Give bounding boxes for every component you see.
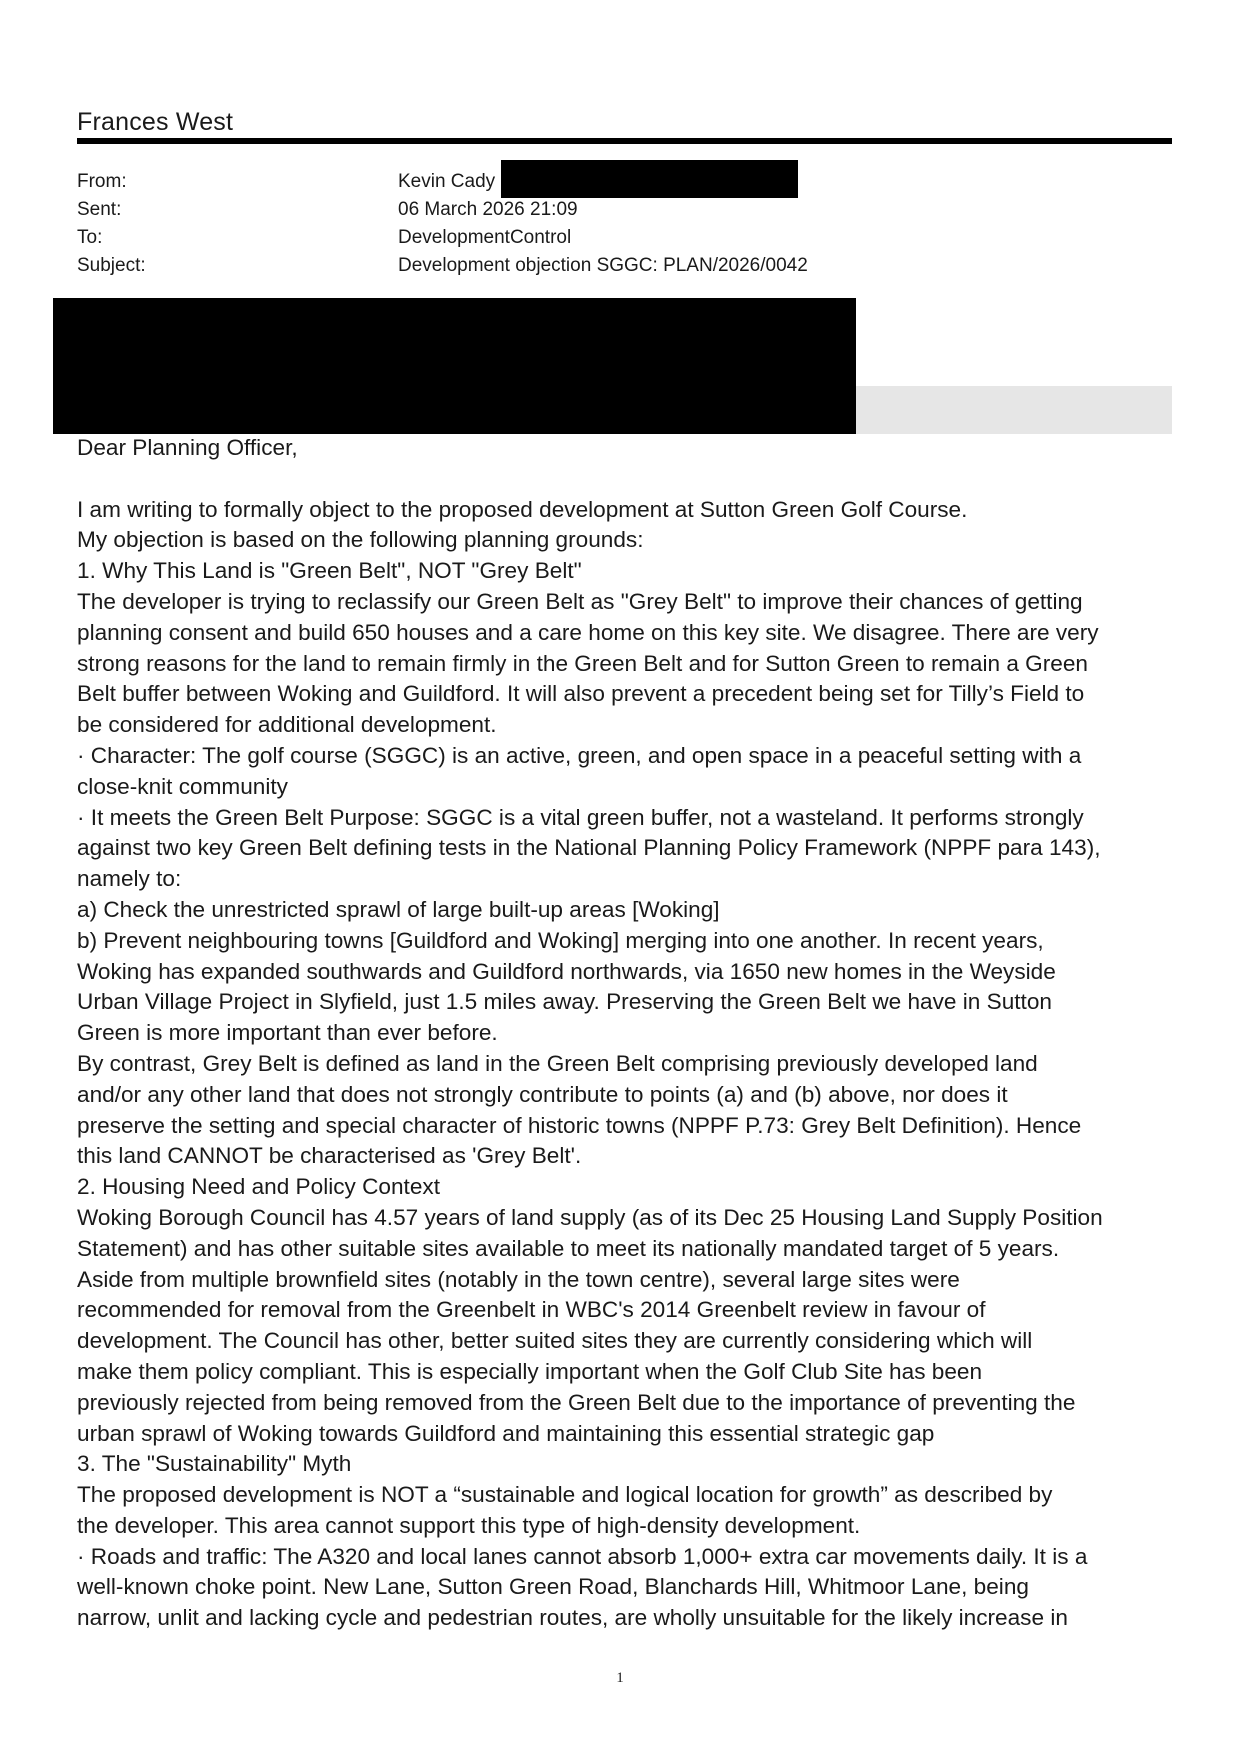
body-line-blank [77, 464, 1187, 495]
body-line: 1. Why This Land is "Green Belt", NOT "Grey Belt" [77, 558, 582, 584]
body-line: Woking has expanded southwards and Guildford northwards, via 1650 new homes in the Weyside [77, 958, 1056, 984]
from-value: Kevin Cady [398, 171, 496, 192]
body-line: and/or any other land that does not strongly contribute to points (a) and (b) above, nor does it [77, 1081, 1008, 1107]
sent-label: Sent: [77, 199, 122, 220]
body-line: By contrast, Grey Belt is defined as land in the Green Belt comprising previously developed land [77, 1050, 1038, 1076]
body-line: strong reasons for the land to remain firmly in the Green Belt and for Sutton Green to remain a Green [77, 650, 1088, 676]
body-line: development. The Council has other, better suited sites they are currently considering which will [77, 1328, 1033, 1354]
title-underline [77, 138, 1172, 144]
body-line: close-knit community [77, 773, 288, 799]
body-line: be considered for additional development. [77, 712, 497, 738]
body-line: · Character: The golf course (SGGC) is an active, green, and open space in a peaceful setting with a [77, 742, 1082, 768]
from-label: From: [77, 171, 127, 192]
body-line: the developer. This area cannot support this type of high-density development. [77, 1512, 861, 1538]
to-label: To: [77, 227, 103, 248]
body-line: 3. The "Sustainability" Myth [77, 1451, 352, 1477]
subject-value: Development objection SGGC: PLAN/2026/0042 [398, 255, 808, 276]
to-value: DevelopmentControl [398, 227, 572, 248]
body-line: a) Check the unrestricted sprawl of large built-up areas [Woking] [77, 896, 720, 922]
body-line: preserve the setting and special character of historic towns (NPPF P.73: Grey Belt Definition). Hence [77, 1112, 1082, 1138]
body-line: narrow, unlit and lacking cycle and pedestrian routes, are wholly unsuitable for the likely increase in [77, 1605, 1068, 1631]
body-line: · Roads and traffic: The A320 and local lanes cannot absorb 1,000+ extra car movements daily. It is a [77, 1543, 1088, 1569]
body-line: Belt buffer between Woking and Guildford. It will also prevent a precedent being set for Tilly’s Field to [77, 681, 1085, 707]
body-line: well-known choke point. New Lane, Sutton Green Road, Blanchards Hill, Whitmoor Lane, being [77, 1574, 1029, 1600]
body-line: · It meets the Green Belt Purpose: SGGC is a vital green buffer, not a wasteland. It performs strongly [77, 804, 1084, 830]
body-line: make them policy compliant. This is especially important when the Golf Club Site has been [77, 1358, 983, 1384]
body-line: My objection is based on the following planning grounds: [77, 527, 644, 553]
page-title: Frances West [77, 108, 234, 136]
body-line: Aside from multiple brownfield sites (notably in the town centre), several large sites were [77, 1266, 960, 1292]
body-line: I am writing to formally object to the proposed development at Sutton Green Golf Course. [77, 496, 968, 522]
redaction-email-address [501, 160, 798, 198]
body-line: against two key Green Belt defining tests in the National Planning Policy Framework (NPPF para 143), [77, 835, 1101, 861]
body-line: Urban Village Project in Slyfield, just 1.5 miles away. Preserving the Green Belt we have in Sutton [77, 989, 1052, 1015]
sent-value: 06 March 2026 21:09 [398, 199, 578, 220]
body-line: The developer is trying to reclassify our Green Belt as "Grey Belt" to improve their chances of getting [77, 588, 1083, 614]
body-line: Dear Planning Officer, [77, 435, 298, 460]
body-line: Green is more important than ever before. [77, 1020, 498, 1046]
body-line: urban sprawl of Woking towards Guildford and maintaining this essential strategic gap [77, 1420, 935, 1446]
letter-body [77, 433, 1187, 1634]
body-line: namely to: [77, 866, 182, 892]
body-line: Woking Borough Council has 4.57 years of land supply (as of its Dec 25 Housing Land Supply Position [77, 1204, 1103, 1230]
body-line: The proposed development is NOT a “sustainable and logical location for growth” as described by [77, 1482, 1053, 1508]
redaction-block [53, 298, 856, 434]
subject-label: Subject: [77, 255, 146, 276]
page-number: 1 [616, 1670, 624, 1686]
body-line: recommended for removal from the Greenbelt in WBC's 2014 Greenbelt review in favour of [77, 1297, 986, 1323]
body-line: this land CANNOT be characterised as 'Grey Belt'. [77, 1143, 582, 1169]
body-line: 2. Housing Need and Policy Context [77, 1174, 440, 1200]
body-line: planning consent and build 650 houses and a care home on this key site. We disagree. There are very [77, 619, 1099, 645]
body-line: previously rejected from being removed from the Green Belt due to the importance of preventing the [77, 1389, 1076, 1415]
body-line: Statement) and has other suitable sites available to meet its nationally mandated target of 5 years. [77, 1235, 1060, 1261]
body-line: b) Prevent neighbouring towns [Guildford and Woking] merging into one another. In recent years, [77, 927, 1044, 953]
